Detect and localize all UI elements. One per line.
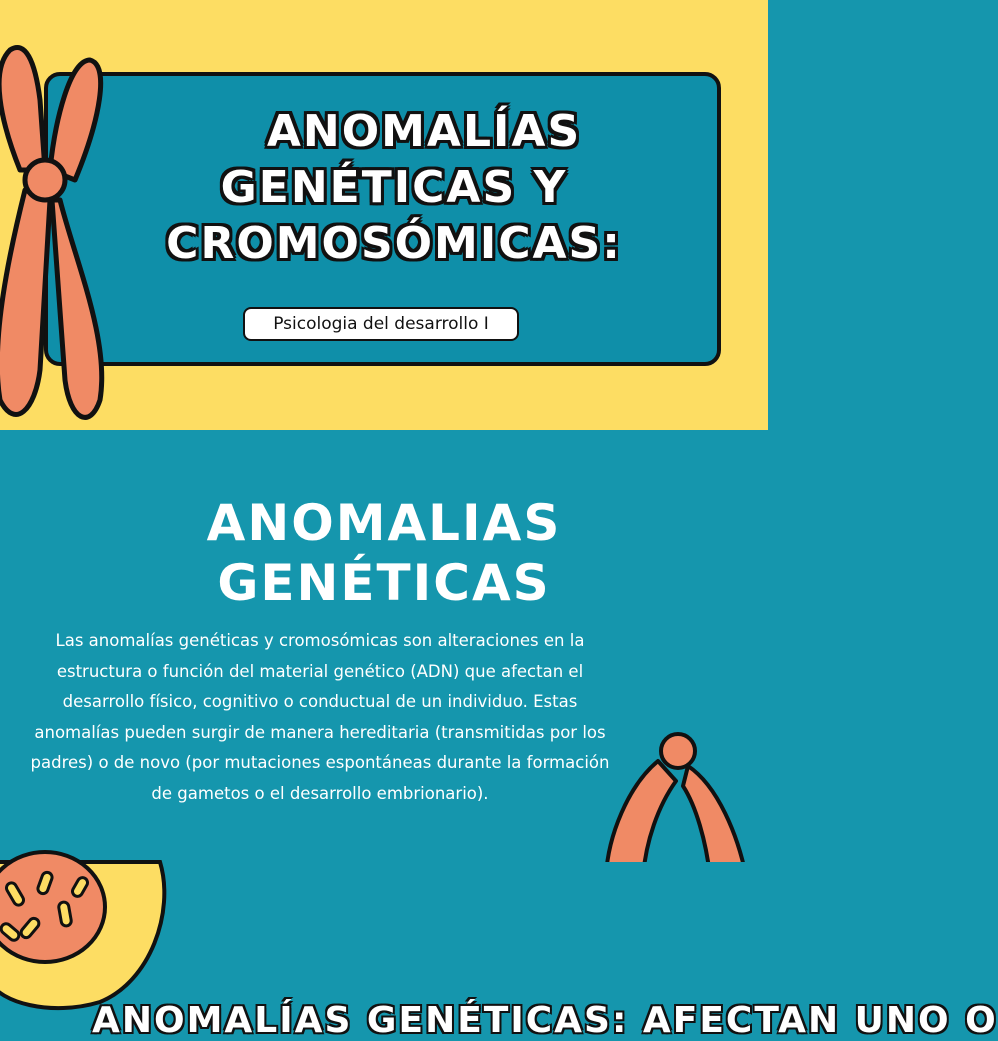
title-line-3: CROMOSÓMICAS: — [166, 218, 622, 269]
title-line-2: GENÉTICAS Y — [220, 162, 568, 213]
section-title-line-1: ANOMALIAS — [206, 494, 562, 552]
title-line-1: ANOMALÍAS — [266, 106, 582, 157]
content-slide — [0, 430, 768, 862]
cell-nucleus-icon — [0, 862, 170, 1012]
next-slide-title: ANOMALÍAS GENÉTICAS: AFECTAN UNO O — [92, 1000, 998, 1041]
section-title-line-2: GENÉTICAS — [217, 554, 551, 612]
body-paragraph: Las anomalías genéticas y cromosómicas son alteraciones en la estructura o función del material genético (ADN) que afectan el desarrollo físico, cognitivo o conductual de un individuo. Estas anomalías pueden surgir de manera hereditaria (transmitidas por los padres) o de novo (por mutaciones espontáneas durante la formación de gametos o el desarrollo embrionario). — [30, 631, 610, 803]
title-slide — [0, 0, 768, 430]
chromosome-arch-icon — [598, 726, 768, 876]
chromosome-icon — [0, 40, 120, 440]
next-slide — [0, 862, 998, 1041]
subtitle-badge: Psicologia del desarrollo I — [243, 307, 519, 341]
